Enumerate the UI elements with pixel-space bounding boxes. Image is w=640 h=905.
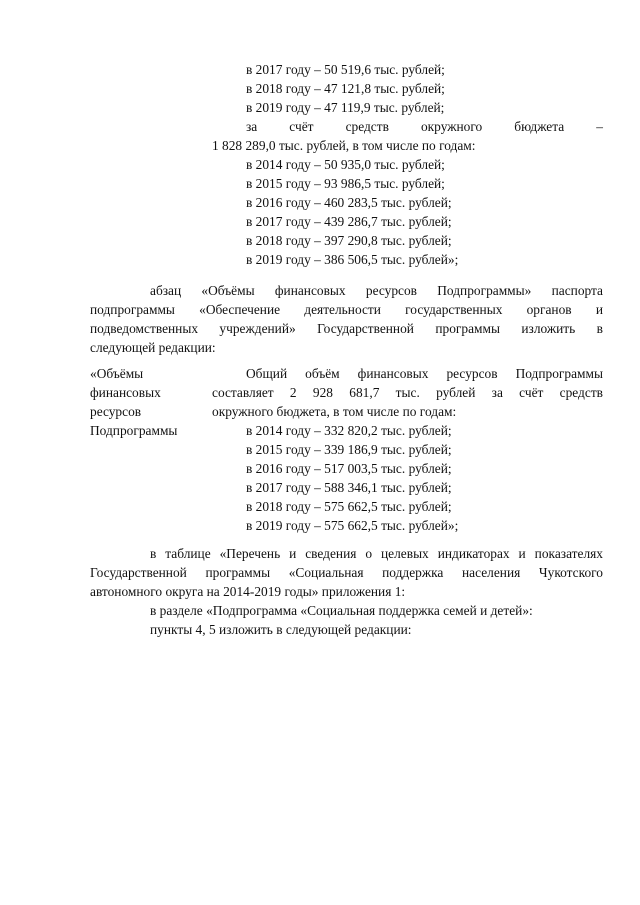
okrug-budget-heading	[246, 119, 603, 135]
para1-line4: следующей редакции:	[90, 340, 216, 355]
okrug-budget-total: 1 828 289,0 тыс. рублей, в том числе по годам:	[212, 138, 476, 153]
para1-line1: абзац «Объёмы финансовых ресурсов Подпрограммы» паспорта	[150, 283, 603, 298]
word: за	[246, 119, 258, 134]
table-year-2015: в 2015 году – 339 186,9 тыс. рублей;	[246, 442, 452, 457]
table-left-line2: финансовых	[90, 385, 161, 400]
word: –	[596, 119, 603, 134]
para2-line1: в таблице «Перечень и сведения о целевых индикаторах и показателях	[150, 546, 603, 561]
table-right-line2: составляет 2 928 681,7 тыс. рублей за счёт средств	[212, 385, 603, 400]
okrug-year-2015: в 2015 году – 93 986,5 тыс. рублей;	[246, 176, 445, 191]
para2-line2: Государственной программы «Социальная поддержка населения Чукотского	[90, 565, 603, 580]
para2-line4: в разделе «Подпрограмма «Социальная поддержка семей и детей»:	[150, 603, 533, 618]
word: окружного	[420, 119, 483, 134]
okrug-year-2014: в 2014 году – 50 935,0 тыс. рублей;	[246, 157, 445, 172]
para1-line3: подведомственных учреждений» Государственной программы изложить в	[90, 321, 603, 336]
table-left-line4: Подпрограммы	[90, 423, 178, 438]
word: бюджета	[514, 119, 565, 134]
okrug-year-2018: в 2018 году – 397 290,8 тыс. рублей;	[246, 233, 452, 248]
table-left-line3: ресурсов	[90, 404, 142, 419]
okrug-year-2017: в 2017 году – 439 286,7 тыс. рублей;	[246, 214, 452, 229]
para2-line3: автономного округа на 2014-2019 годы» приложения 1:	[90, 584, 406, 599]
table-year-2016: в 2016 году – 517 003,5 тыс. рублей;	[246, 461, 452, 476]
table-right-line3: окружного бюджета, в том числе по годам:	[212, 404, 457, 419]
para1-line2: подпрограммы «Обеспечение деятельности государственных органов и	[90, 302, 603, 317]
year-line-2017: в 2017 году – 50 519,6 тыс. рублей;	[246, 62, 445, 77]
table-year-2018: в 2018 году – 575 662,5 тыс. рублей;	[246, 499, 452, 514]
para2-line5: пункты 4, 5 изложить в следующей редакции:	[150, 622, 412, 637]
year-line-2019: в 2019 году – 47 119,9 тыс. рублей;	[246, 100, 445, 115]
table-year-2019: в 2019 году – 575 662,5 тыс. рублей»;	[246, 518, 459, 533]
table-year-2017: в 2017 году – 588 346,1 тыс. рублей;	[246, 480, 452, 495]
year-line-2018: в 2018 году – 47 121,8 тыс. рублей;	[246, 81, 445, 96]
table-year-2014: в 2014 году – 332 820,2 тыс. рублей;	[246, 423, 452, 438]
okrug-year-2019: в 2019 году – 386 506,5 тыс. рублей»;	[246, 252, 459, 267]
okrug-year-2016: в 2016 году – 460 283,5 тыс. рублей;	[246, 195, 452, 210]
word: средств	[345, 119, 389, 134]
table-left-line1: «Объёмы	[90, 366, 144, 381]
word: счёт	[289, 119, 314, 134]
table-right-line1: Общий объём финансовых ресурсов Подпрограммы	[246, 366, 603, 381]
